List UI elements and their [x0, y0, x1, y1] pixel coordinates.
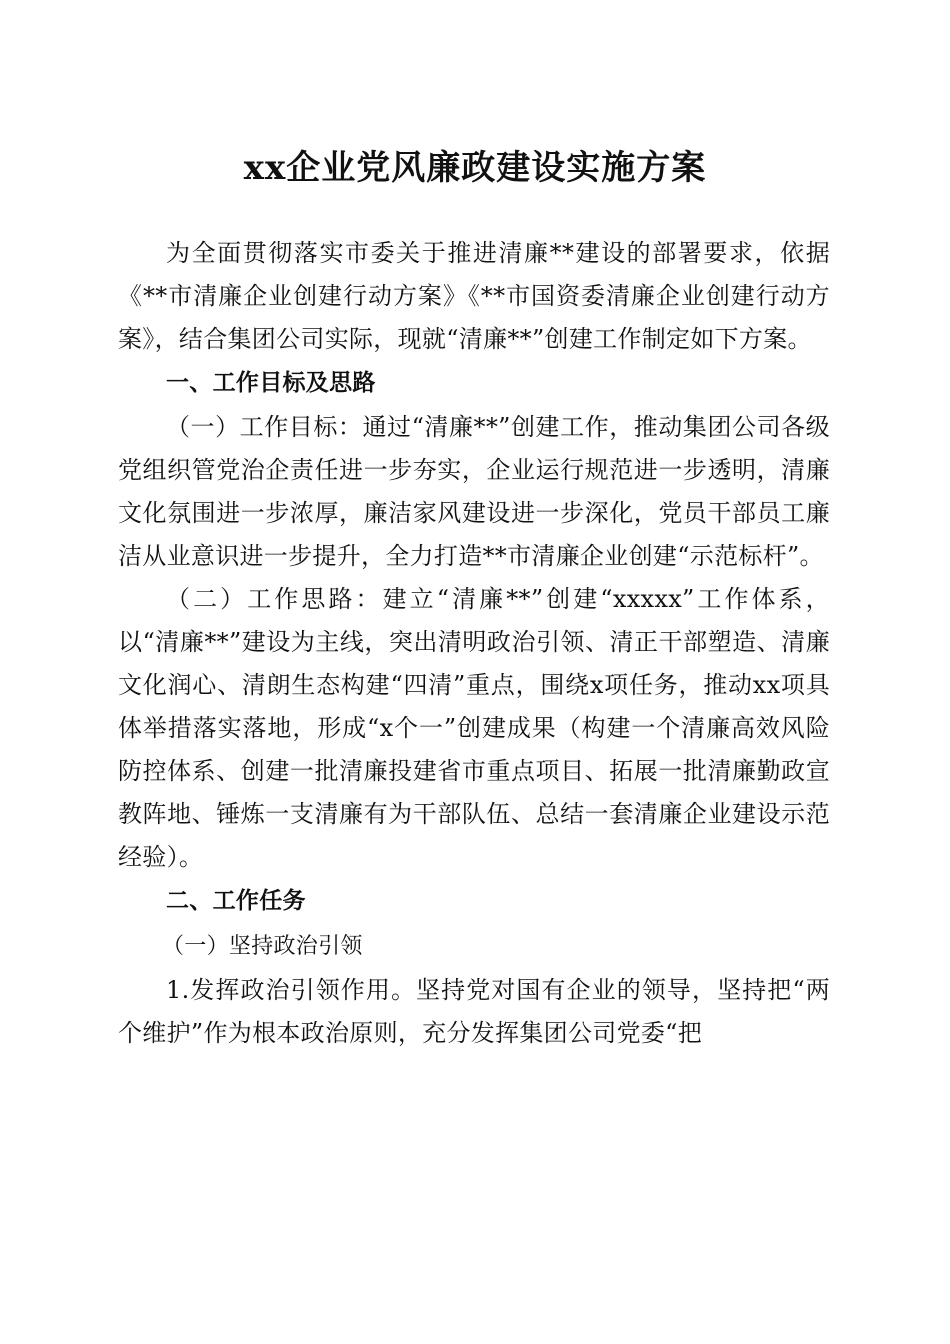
task-item-1-paragraph: 1.发挥政治引领作用。坚持党对国有企业的领导，坚持把“两个维护”作为根本政治原则，充分发挥集团公司党委“把 — [118, 976, 830, 1047]
subsection-heading-political: （一）坚持政治引领 — [162, 934, 363, 959]
work-goal-paragraph: （一）工作目标：通过“清廉**”创建工作，推动集团公司各级党组织管党治企责任进一步夯实，企业运行规范进一步透明，清廉文化氛围进一步浓厚，廉洁家风建设进一步深化，党员干部员工廉洁从业意识进一步提升，全力打造**市清廉企业创建“示范标杆”。 — [118, 413, 830, 570]
document-body — [118, 232, 830, 1055]
section-heading-tasks: 二、工作任务 — [166, 888, 306, 914]
document-title: xx企业党风廉政建设实施方案 — [243, 148, 707, 188]
work-approach-paragraph: （二）工作思路：建立“清廉**”创建“xxxxx”工作体系，以“清廉**”建设为主线，突出清明政治引领、清正干部塑造、清廉文化润心、清朗生态构建“四清”重点，围绕x项任务，推动xx项具体举措落实落地，形成“x个一”创建成果（构建一个清廉高效风险防控体系、创建一批清廉投建省市重点项目、拓展一批清廉勤政宣教阵地、锤炼一支清廉有为干部队伍、总结一套清廉企业建设示范经验）。 — [118, 585, 830, 871]
section-heading-goals: 一、工作目标及思路 — [166, 370, 376, 396]
intro-paragraph: 为全面贯彻落实市委关于推进清廉**建设的部署要求，依据《**市清廉企业创建行动方案》《**市国资委清廉企业创建行动方案》，结合集团公司实际，现就“清廉**”创建工作制定如下方案。 — [118, 239, 830, 353]
